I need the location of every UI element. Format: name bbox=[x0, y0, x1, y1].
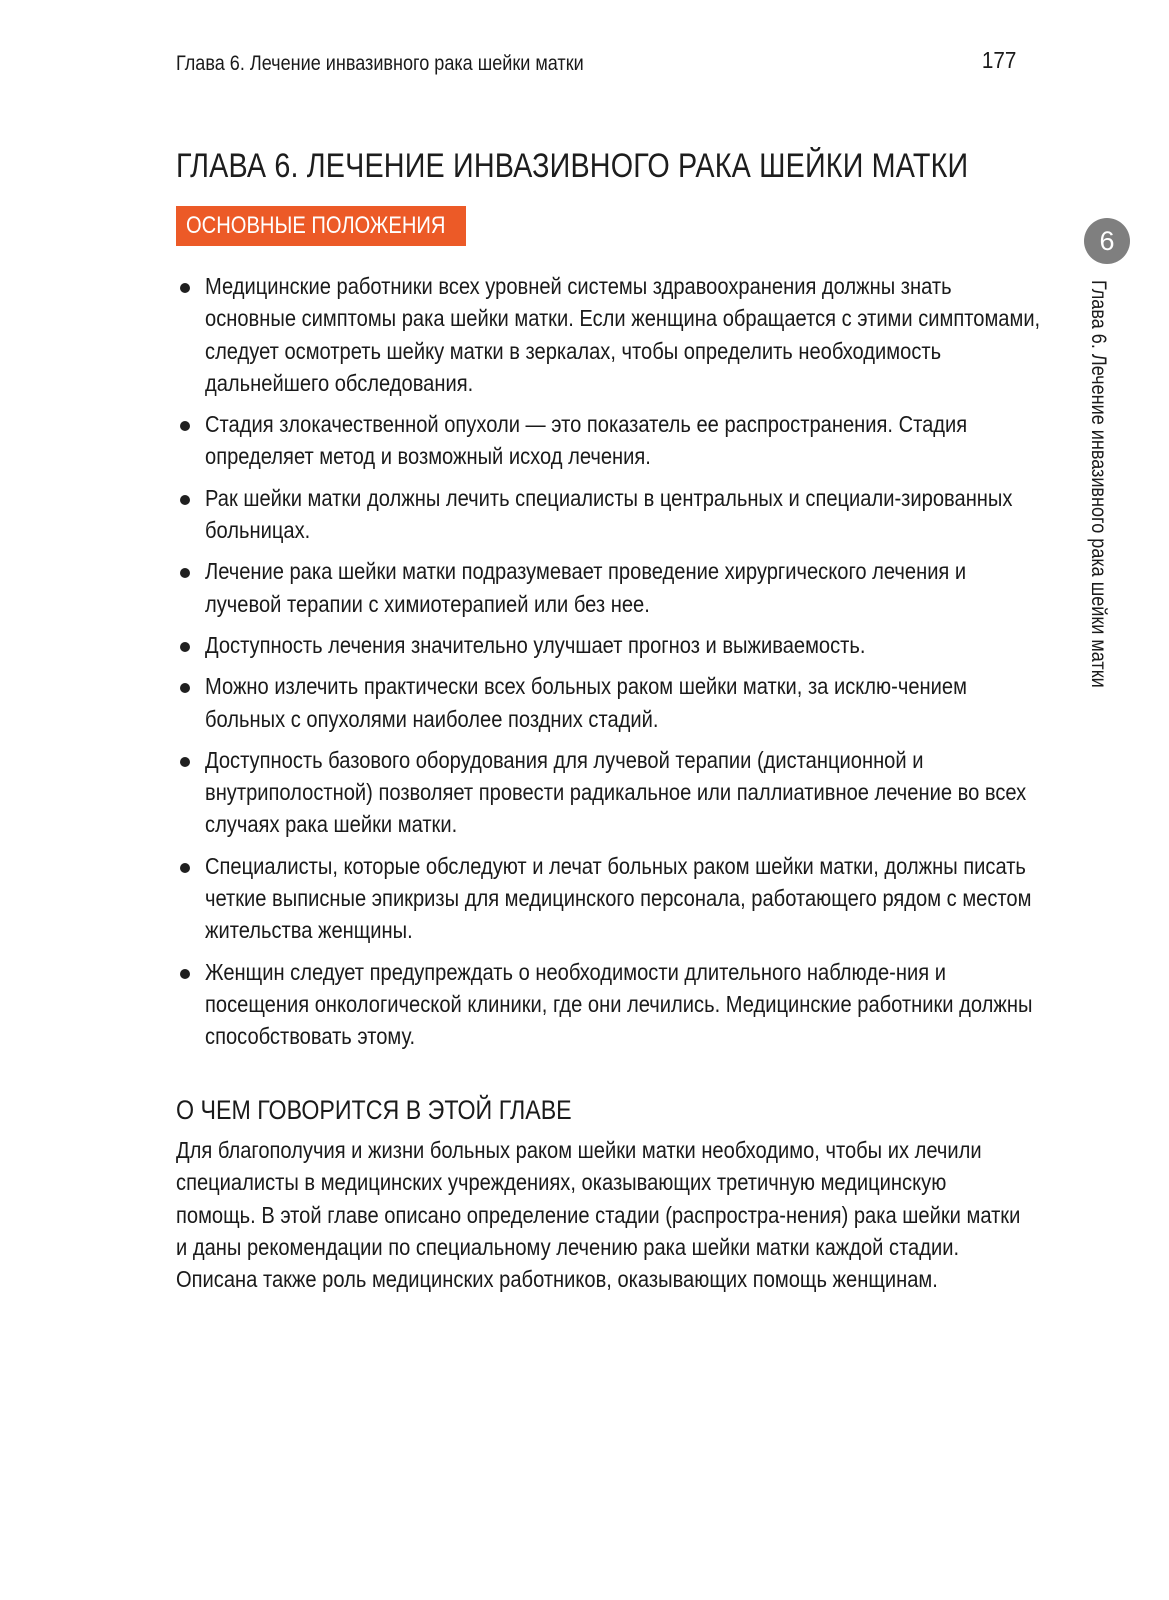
running-title: Глава 6. Лечение инвазивного рака шейки матки bbox=[176, 52, 584, 75]
bullet-dot-icon bbox=[180, 495, 190, 505]
bullet-dot-icon bbox=[180, 683, 190, 693]
side-running-title: Глава 6. Лечение инвазивного рака шейки матки bbox=[1087, 280, 1110, 688]
key-points-heading-label: ОСНОВНЫЕ ПОЛОЖЕНИЯ bbox=[186, 212, 446, 239]
bullet-dot-icon bbox=[180, 642, 190, 652]
list-item bbox=[176, 270, 1106, 399]
list-item-text: Специалисты, которые обследуют и лечат больных раком шейки матки, должны писать четкие выписные эпикризы для медицинского персонала, работающего рядом с местом жительства женщины. bbox=[205, 852, 1032, 944]
list-item bbox=[176, 744, 1106, 841]
key-points-heading bbox=[176, 206, 466, 246]
key-points-list bbox=[176, 270, 1106, 1062]
chapter-summary-heading: О ЧЕМ ГОВОРИТСЯ В ЭТОЙ ГЛАВЕ bbox=[176, 1095, 572, 1125]
list-item bbox=[176, 850, 1106, 947]
list-item-text: Рак шейки матки должны лечить специалисты в центральных и специали-зированных больницах. bbox=[205, 484, 1013, 544]
list-item-text: Стадия злокачественной опухоли — это показатель ее распространения. Стадия определяет метод и возможный исход лечения. bbox=[205, 411, 968, 470]
chapter-title: ГЛАВА 6. ЛЕЧЕНИЕ ИНВАЗИВНОГО РАКА ШЕЙКИ МАТКИ bbox=[176, 147, 969, 185]
bullet-dot-icon bbox=[180, 863, 190, 873]
list-item-text: Медицинские работники всех уровней системы здравоохранения должны знать основные симптомы рака шейки матки. Если женщина обращается с этими симптомами, следует осмотреть шейку матки в зеркалах, чтобы определить необходимость дальнейшего обследования. bbox=[205, 273, 1041, 396]
bullet-dot-icon bbox=[180, 421, 190, 431]
bullet-dot-icon bbox=[180, 283, 190, 293]
chapter-tab-number: 6 bbox=[1084, 218, 1130, 264]
running-header bbox=[176, 47, 1016, 84]
list-item bbox=[176, 408, 1106, 473]
page-number: 177 bbox=[981, 47, 1016, 73]
list-item-text: Доступность базового оборудования для лучевой терапии (дистанционной и внутриполостной) позволяет провести радикальное или паллиативное лечение во всех случаях рака шейки матки. bbox=[205, 746, 1027, 838]
bullet-dot-icon bbox=[180, 969, 190, 979]
list-item-text: Доступность лечения значительно улучшает прогноз и выживаемость. bbox=[205, 631, 866, 658]
list-item-text: Лечение рака шейки матки подразумевает проведение хирургического лечения и лучевой терапии с химиотерапией или без нее. bbox=[205, 558, 967, 617]
list-item bbox=[176, 555, 1106, 620]
list-item-text: Женщин следует предупреждать о необходимости длительного наблюде-ния и посещения онкологической клиники, где они лечились. Медицинские работники должны способствовать этому. bbox=[205, 958, 1033, 1050]
list-item bbox=[176, 670, 1106, 735]
list-item bbox=[176, 629, 1106, 661]
list-item bbox=[176, 956, 1106, 1053]
list-item-text: Можно излечить практически всех больных раком шейки матки, за исклю-чением больных с опухолями наиболее поздних стадий. bbox=[205, 673, 967, 732]
bullet-dot-icon bbox=[180, 568, 190, 578]
bullet-dot-icon bbox=[180, 757, 190, 767]
chapter-summary-text: Для благополучия и жизни больных раком шейки матки необходимо, чтобы их лечили специалисты в медицинских учреждениях, оказывающих третичную медицинскую помощь. В этой главе описано определение стадии (распростра-нения) рака шейки матки и даны рекомендации по специальному лечению рака шейки матки каждой стадии. Описана также роль медицинских работников, оказывающих помощь женщинам. bbox=[176, 1137, 1021, 1293]
list-item bbox=[176, 482, 1106, 547]
